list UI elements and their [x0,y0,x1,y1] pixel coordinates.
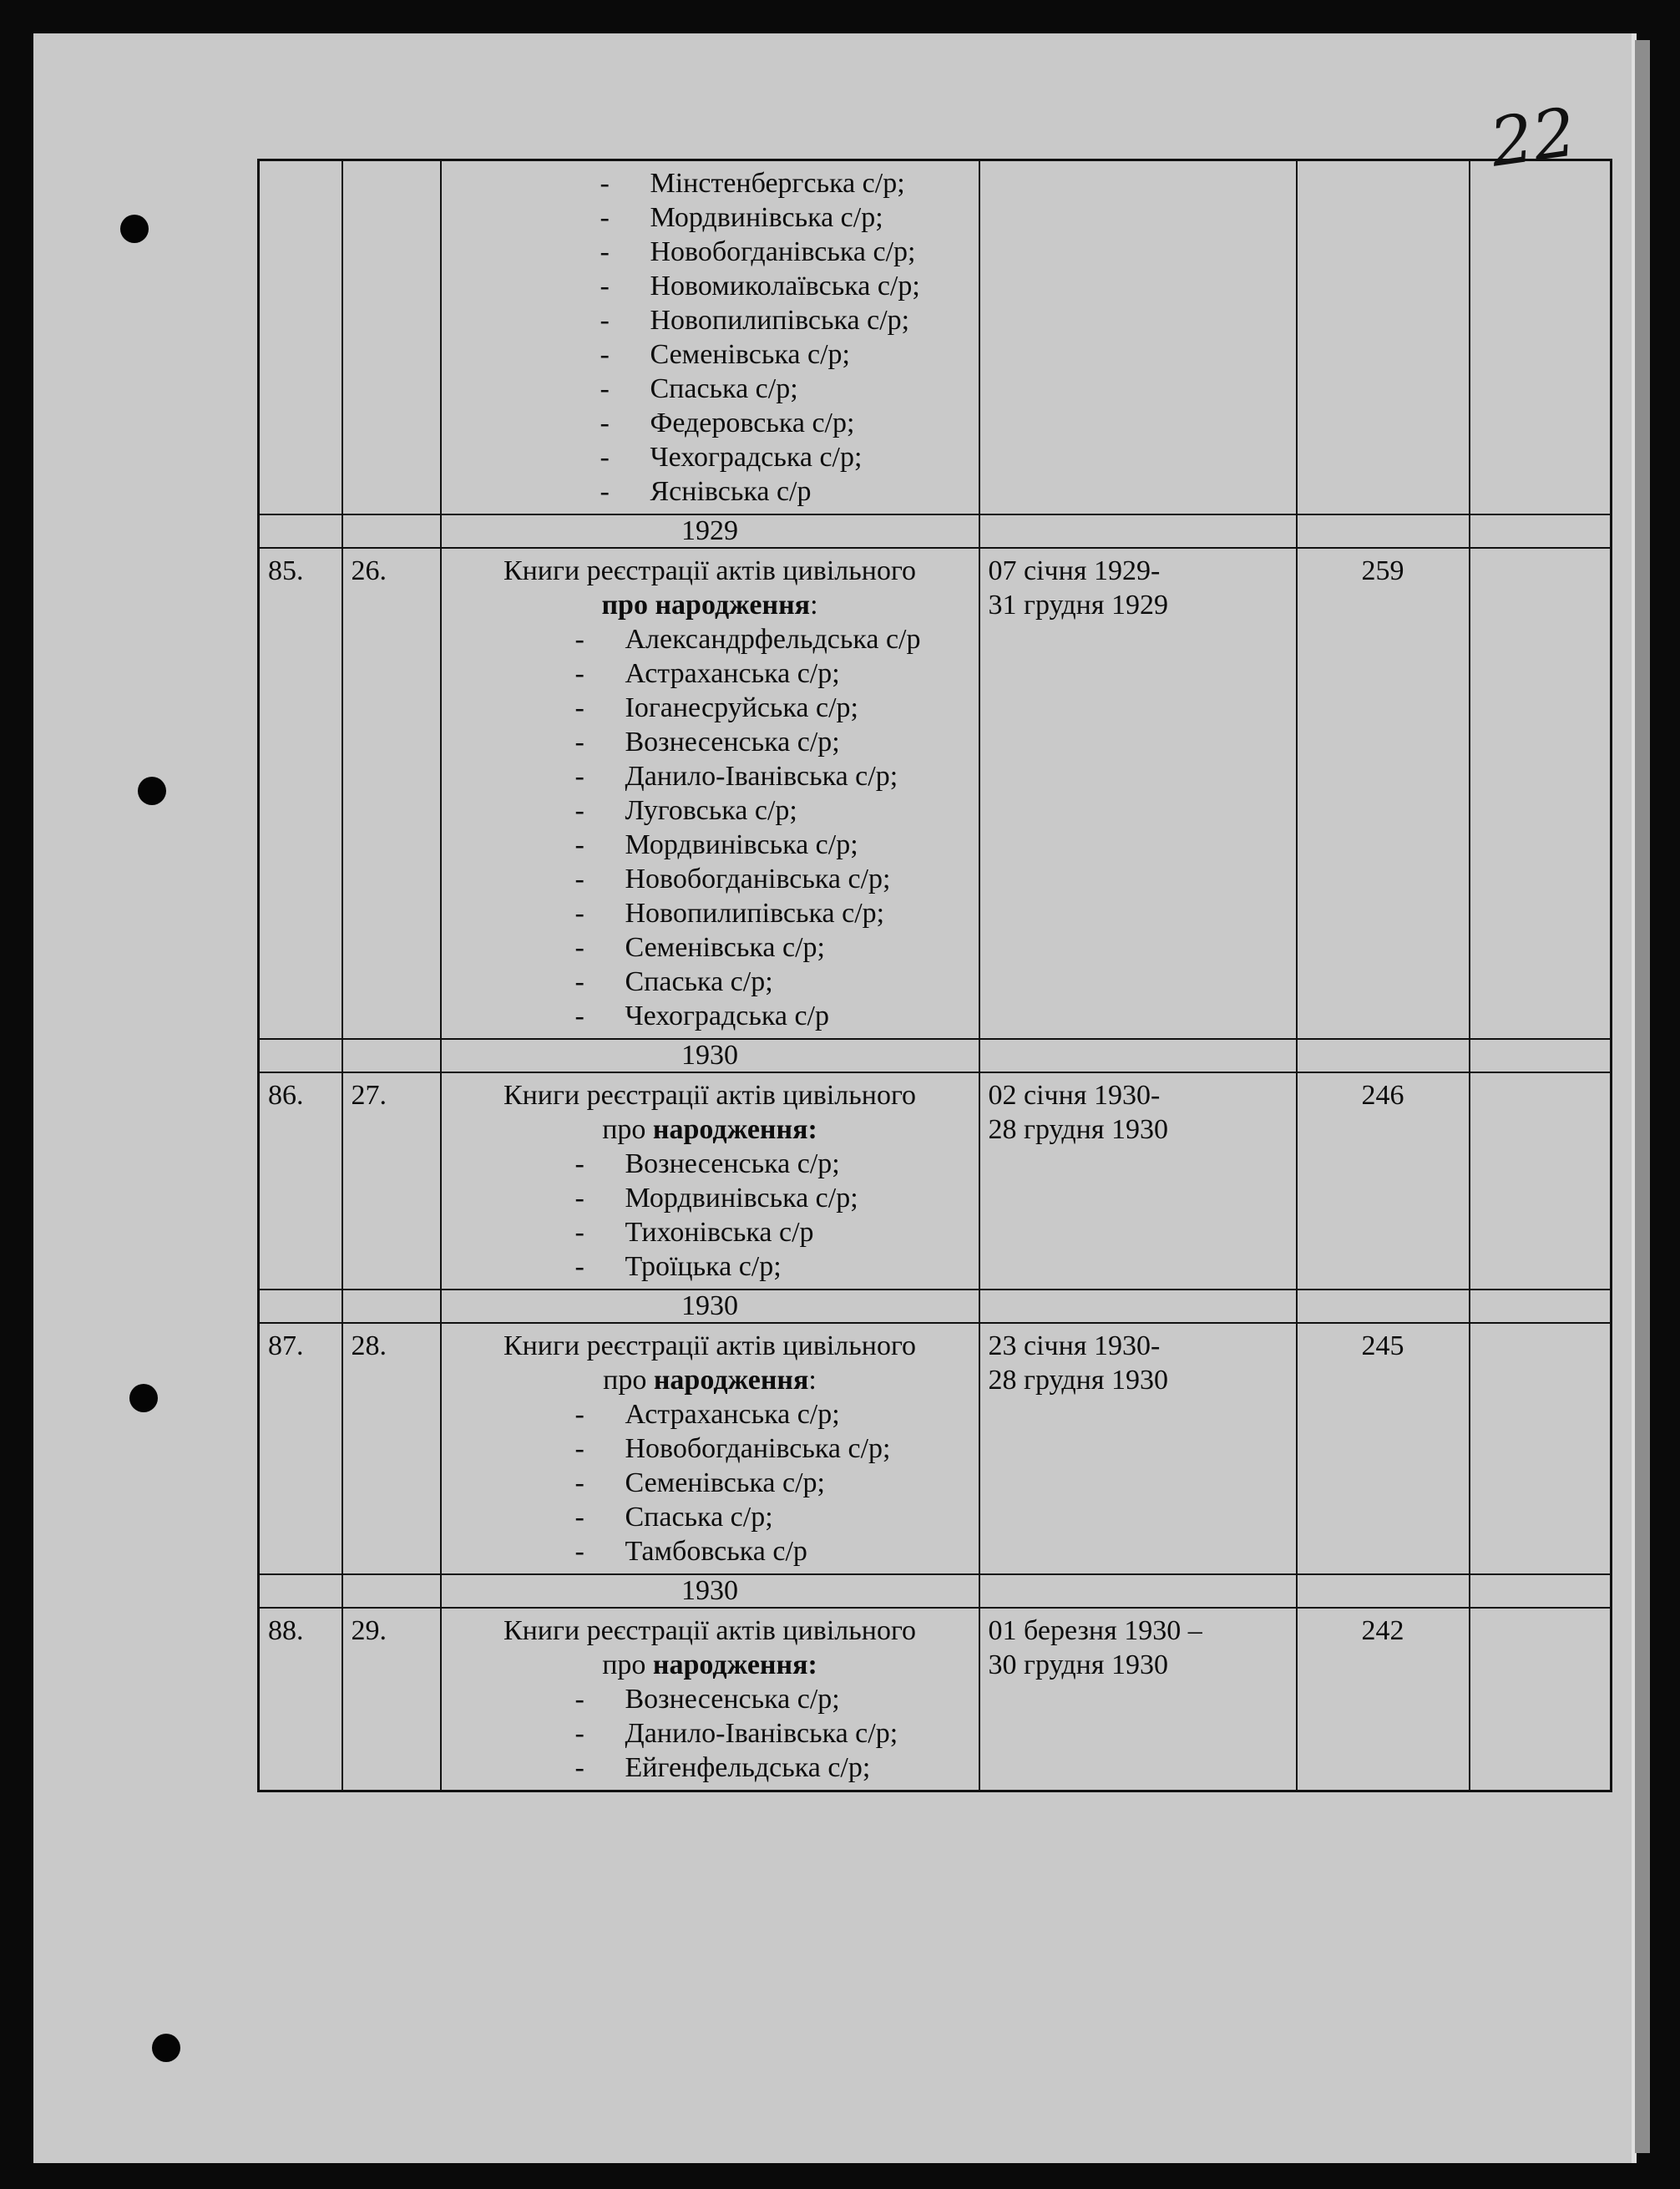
punch-hole [129,1384,158,1412]
notes-cell [1470,1323,1612,1574]
date-end: 31 грудня 1929 [988,590,1168,621]
village-council-list [450,1397,970,1568]
title-line-2: про народження: [603,1365,817,1396]
list-item: - Луговська с/р; [574,795,797,826]
list-item: - Семенівська с/р; [574,1467,825,1498]
punch-hole [138,777,166,805]
date-start: 07 січня 1929- [988,555,1161,586]
record-number-cell [259,160,342,515]
list-item: - Федеровська с/р; [600,408,855,438]
list-item: - Іоганесруйська с/р; [574,692,859,723]
notes-cell [1470,1608,1612,1791]
date-range-cell [979,160,1297,515]
date-end: 28 грудня 1930 [988,1114,1168,1145]
list-item: - Вознесенська с/р; [574,1148,840,1179]
title-cell [441,1608,979,1791]
list-item: - Данило-Іванівська с/р; [574,1718,898,1749]
title-cell [441,1323,979,1574]
list-item: - Новомиколаївська с/р; [600,271,920,301]
table-row [259,1072,1612,1290]
page-stack-edge [1635,40,1650,2153]
record-number-cell: 87. [259,1323,342,1574]
date-range-cell [979,1608,1297,1791]
punch-hole [152,2034,180,2062]
list-item: - Вознесенська с/р; [574,727,840,758]
list-item: - Данило-Іванівська с/р; [574,761,898,792]
handwritten-page-number: 22 [1485,93,1581,182]
table-row [259,1323,1612,1574]
title-cell [441,160,979,515]
list-item: - Ейгенфельдська с/р; [574,1752,871,1783]
title-line-2: про народження: [602,1114,817,1145]
notes-cell [1470,548,1612,1039]
list-item: - Чехоградська с/р; [600,442,863,473]
year-row [259,1290,1612,1323]
title-line: Книги реєстрації актів цивільного [503,1615,917,1646]
sheet-count-cell: 259 [1297,548,1470,1039]
year-label: 1930 [441,1290,979,1323]
record-number-cell: 85. [259,548,342,1039]
village-council-list [450,1682,970,1785]
date-end: 28 грудня 1930 [988,1365,1168,1396]
sheet-count-cell: 242 [1297,1608,1470,1791]
list-item: - Астраханська с/р; [574,658,840,689]
list-item: - Новобогданівська с/р; [600,236,916,267]
list-item: - Тамбовська с/р [574,1536,807,1567]
date-start: 23 січня 1930- [988,1330,1161,1361]
village-council-list [450,1147,970,1284]
title-line-2: про народження: [602,1649,817,1680]
date-start: 01 березня 1930 – [988,1615,1202,1646]
village-council-list [450,166,970,509]
list-item: - Новопилипівська с/р; [600,305,910,336]
item-number-cell: 29. [342,1608,441,1791]
punch-hole [120,215,149,243]
list-item: - Спаська с/р; [600,373,798,404]
archive-inventory-table [257,159,1612,1792]
title-line: Книги реєстрації актів цивільного [503,1080,917,1111]
list-item: - Мордвинівська с/р; [574,1183,858,1214]
date-range-cell [979,1323,1297,1574]
record-number-cell: 88. [259,1608,342,1791]
list-item: - Троїцька с/р; [574,1251,782,1282]
list-item: - Семенівська с/р; [574,932,825,963]
year-label: 1929 [441,514,979,548]
title-cell [441,1072,979,1290]
title-line: Книги реєстрації актів цивільного [503,1330,917,1361]
item-number-cell [342,160,441,515]
title-line: Книги реєстрації актів цивільного [503,555,917,586]
list-item: - Яснівська с/р [600,476,812,507]
year-row [259,1039,1612,1072]
sheet-count-cell: 245 [1297,1323,1470,1574]
list-item: - Новопилипівська с/р; [574,898,885,929]
list-item: - Мордвинівська с/р; [574,829,858,860]
list-item: - Мінстенбергська с/р; [600,168,905,199]
date-range-cell [979,1072,1297,1290]
table-row [259,160,1612,515]
item-number-cell: 26. [342,548,441,1039]
item-number-cell: 28. [342,1323,441,1574]
table-row [259,548,1612,1039]
list-item: - Александрфельдська с/р [574,624,921,655]
year-row [259,514,1612,548]
date-start: 02 січня 1930- [988,1080,1161,1111]
date-range-cell [979,548,1297,1039]
list-item: - Новобогданівська с/р; [574,1433,891,1464]
sheet-count-cell: 246 [1297,1072,1470,1290]
year-label: 1930 [441,1039,979,1072]
notes-cell [1470,160,1612,515]
year-row [259,1574,1612,1608]
list-item: - Мордвинівська с/р; [600,202,883,233]
list-item: - Семенівська с/р; [600,339,850,370]
list-item: - Спаська с/р; [574,966,773,997]
list-item: - Вознесенська с/р; [574,1684,840,1715]
village-council-list [450,622,970,1033]
notes-cell [1470,1072,1612,1290]
list-item: - Спаська с/р; [574,1502,773,1533]
title-line-2: про народження: [601,590,818,621]
record-number-cell: 86. [259,1072,342,1290]
list-item: - Новобогданівська с/р; [574,864,891,894]
date-end: 30 грудня 1930 [988,1649,1168,1680]
year-label: 1930 [441,1574,979,1608]
sheet-count-cell [1297,160,1470,515]
list-item: - Чехоградська с/р [574,1001,830,1031]
title-cell [441,548,979,1039]
table-row [259,1608,1612,1791]
list-item: - Тихонівська с/р [574,1217,814,1248]
list-item: - Астраханська с/р; [574,1399,840,1430]
item-number-cell: 27. [342,1072,441,1290]
